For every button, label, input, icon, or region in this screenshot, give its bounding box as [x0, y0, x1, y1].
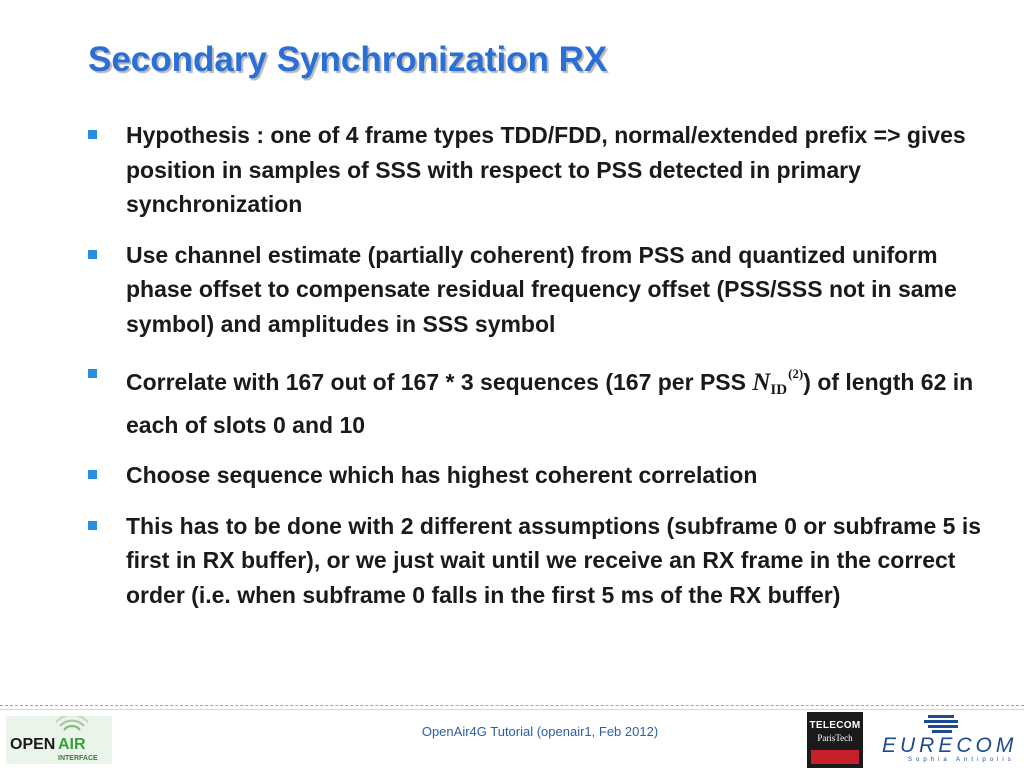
telecom-logo-red-band — [811, 750, 859, 764]
footer-divider-secondary — [0, 709, 1024, 710]
eurecom-logo-tagline: Sophia Antipolis — [908, 757, 1015, 763]
telecom-paristech-logo — [807, 712, 863, 768]
bullet-item — [88, 238, 1000, 342]
bullet-text: This has to be done with 2 different assumptions (subframe 0 or subframe 5 is first in RX buffer), or we just wait until we receive an RX frame in the correct order (i.e. when subframe 0 falls in the first 5 ms of the RX buffer) — [126, 512, 981, 608]
openair-logo-word2: AIR — [58, 736, 86, 753]
bullet-item — [88, 118, 1000, 222]
math-symbol-n: N — [752, 369, 771, 396]
square-bullet-icon — [88, 521, 97, 530]
telecom-logo-line2: ParisTech — [817, 733, 853, 743]
bullet-text: Choose sequence which has highest coherent correlation — [126, 462, 758, 488]
bullet-text-before: Correlate with 167 out of 167 * 3 sequences (167 per PSS — [126, 369, 753, 395]
telecom-logo-line1: TELECOM — [809, 720, 861, 731]
bullet-text: Use channel estimate (partially coherent) from PSS and quantized uniform phase offset to compensate residual frequency offset (PSS/SSS not in same symbol) and amplitudes in SSS symbol — [126, 241, 957, 337]
square-bullet-icon — [88, 369, 97, 378]
eurecom-logo-word: EURECOM — [882, 734, 1018, 757]
footer-caption: OpenAir4G Tutorial (openair1, Feb 2012) — [421, 724, 659, 739]
openair-logo-tagline: INTERFACE — [58, 755, 98, 762]
square-bullet-icon — [88, 470, 97, 479]
bullet-item — [88, 458, 1000, 493]
openair-logo-word1: OPEN — [10, 736, 56, 753]
eurecom-stripes-icon — [878, 712, 1018, 736]
square-bullet-icon — [88, 130, 97, 139]
square-bullet-icon — [88, 250, 97, 259]
bullet-text-after: ) of length 62 in each of slots 0 and 10 — [126, 369, 974, 438]
math-subscript: ID — [770, 382, 788, 398]
bullet-list — [88, 118, 1000, 628]
slide-title: Secondary Synchronization RX — [88, 40, 608, 79]
bullet-text: Hypothesis : one of 4 frame types TDD/FDD, normal/extended prefix => gives position in samples of SSS with respect to PSS detected in primary synchronization — [126, 122, 966, 217]
footer-divider — [0, 705, 1024, 706]
math-superscript: (2) — [788, 366, 804, 381]
eurecom-logo — [878, 712, 1018, 768]
bullet-item — [88, 357, 1000, 442]
openair-logo — [6, 716, 112, 764]
bullet-item — [88, 509, 1000, 613]
openair-logo-icon — [6, 716, 112, 764]
